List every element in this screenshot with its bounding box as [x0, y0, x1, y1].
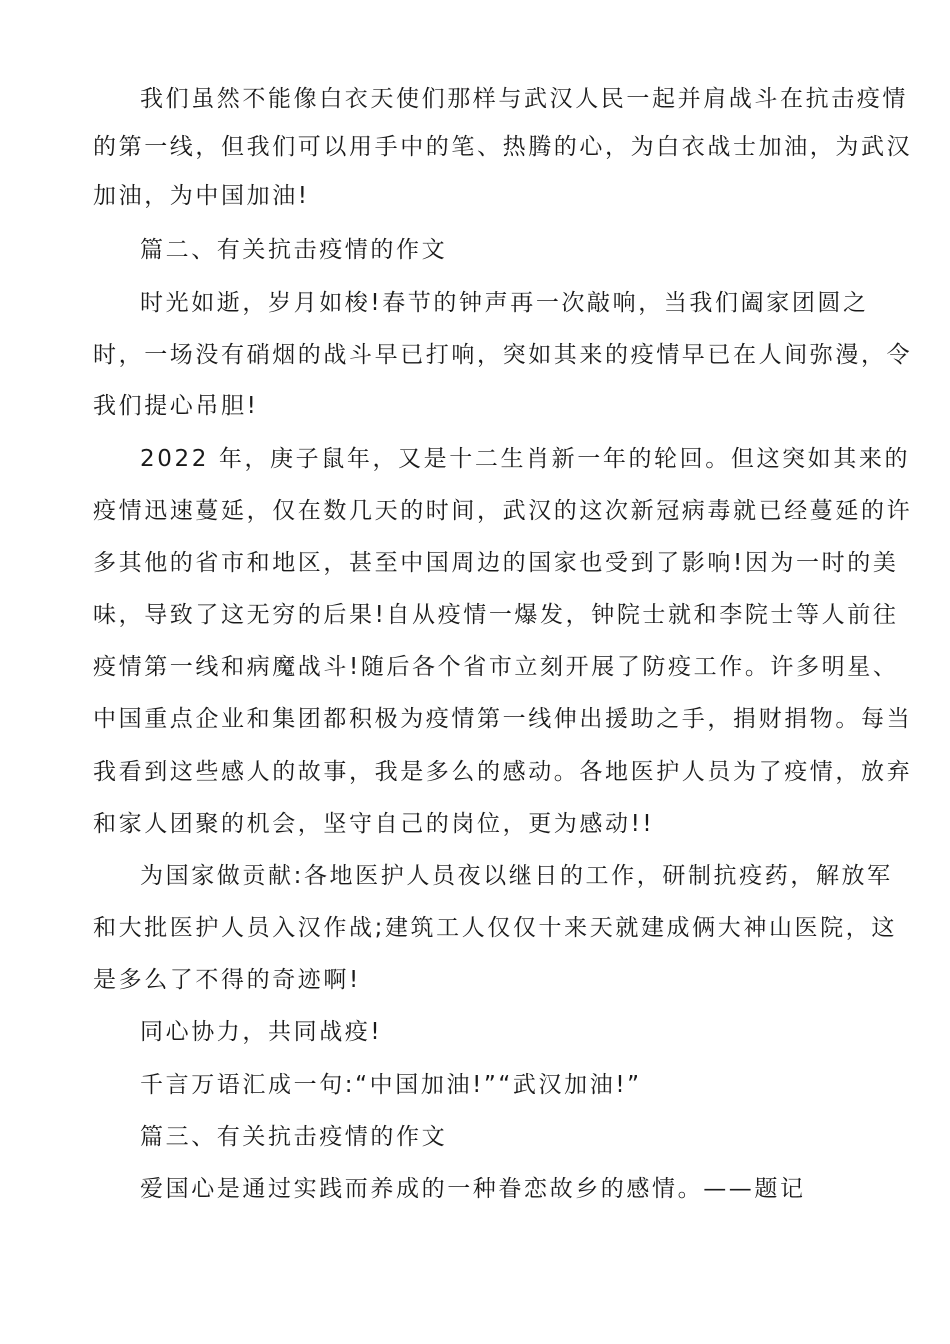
text-line-18: 是多么了不得的奇迹啊!	[93, 967, 361, 993]
text-line-15: 和家人团聚的机会，坚守自己的岗位，更为感动!!	[93, 811, 655, 837]
text-line-10: 多其他的省市和地区，甚至中国周边的国家也受到了影响!因为一时的美	[93, 550, 899, 576]
text-line-16: 为国家做贡献:各地医护人员夜以继日的工作，研制抗疫药，解放军	[140, 863, 893, 889]
text-line-14: 我看到这些感人的故事，我是多么的感动。各地医护人员为了疫情，放弃	[93, 759, 913, 785]
text-line-9: 疫情迅速蔓延，仅在数几天的时间，武汉的这次新冠病毒就已经蔓延的许	[93, 498, 913, 524]
text-line-19: 同心协力，共同战疫!	[140, 1019, 383, 1045]
section-heading-3: 篇三、有关抗击疫情的作文	[140, 1124, 448, 1150]
text-line-13: 中国重点企业和集团都积极为疫情第一线伸出援助之手，捐财捐物。每当	[93, 706, 913, 732]
text-line-11: 味，导致了这无穷的后果!自从疫情一爆发，钟院士就和李院士等人前往	[93, 602, 899, 628]
text-line-2: 的第一线，但我们可以用手中的笔、热腾的心，为白衣战士加油，为武汉	[93, 134, 913, 160]
text-line-3: 加油，为中国加油!	[93, 183, 310, 209]
text-line-7: 我们提心吊胆!	[93, 393, 259, 419]
text-line-8: 2022 年，庚子鼠年，又是十二生肖新一年的轮回。但这突如其来的	[140, 446, 911, 472]
section-heading-2: 篇二、有关抗击疫情的作文	[140, 237, 448, 263]
text-line-12: 疫情第一线和病魔战斗!随后各个省市立刻开展了防疫工作。许多明星、	[93, 654, 899, 680]
text-line-22: 爱国心是通过实践而养成的一种眷恋故乡的感情。——题记	[140, 1176, 806, 1202]
text-line-20: 千言万语汇成一句:“中国加油!”“武汉加油!”	[140, 1072, 642, 1098]
text-line-5: 时光如逝，岁月如梭!春节的钟声再一次敲响，当我们阖家团圆之	[140, 290, 869, 316]
text-line-17: 和大批医护人员入汉作战;建筑工人仅仅十来天就建成俩大神山医院，这	[93, 915, 897, 941]
text-line-1: 我们虽然不能像白衣天使们那样与武汉人民一起并肩战斗在抗击疫情	[140, 86, 908, 112]
text-line-6: 时，一场没有硝烟的战斗早已打响，突如其来的疫情早已在人间弥漫，令	[93, 342, 913, 368]
